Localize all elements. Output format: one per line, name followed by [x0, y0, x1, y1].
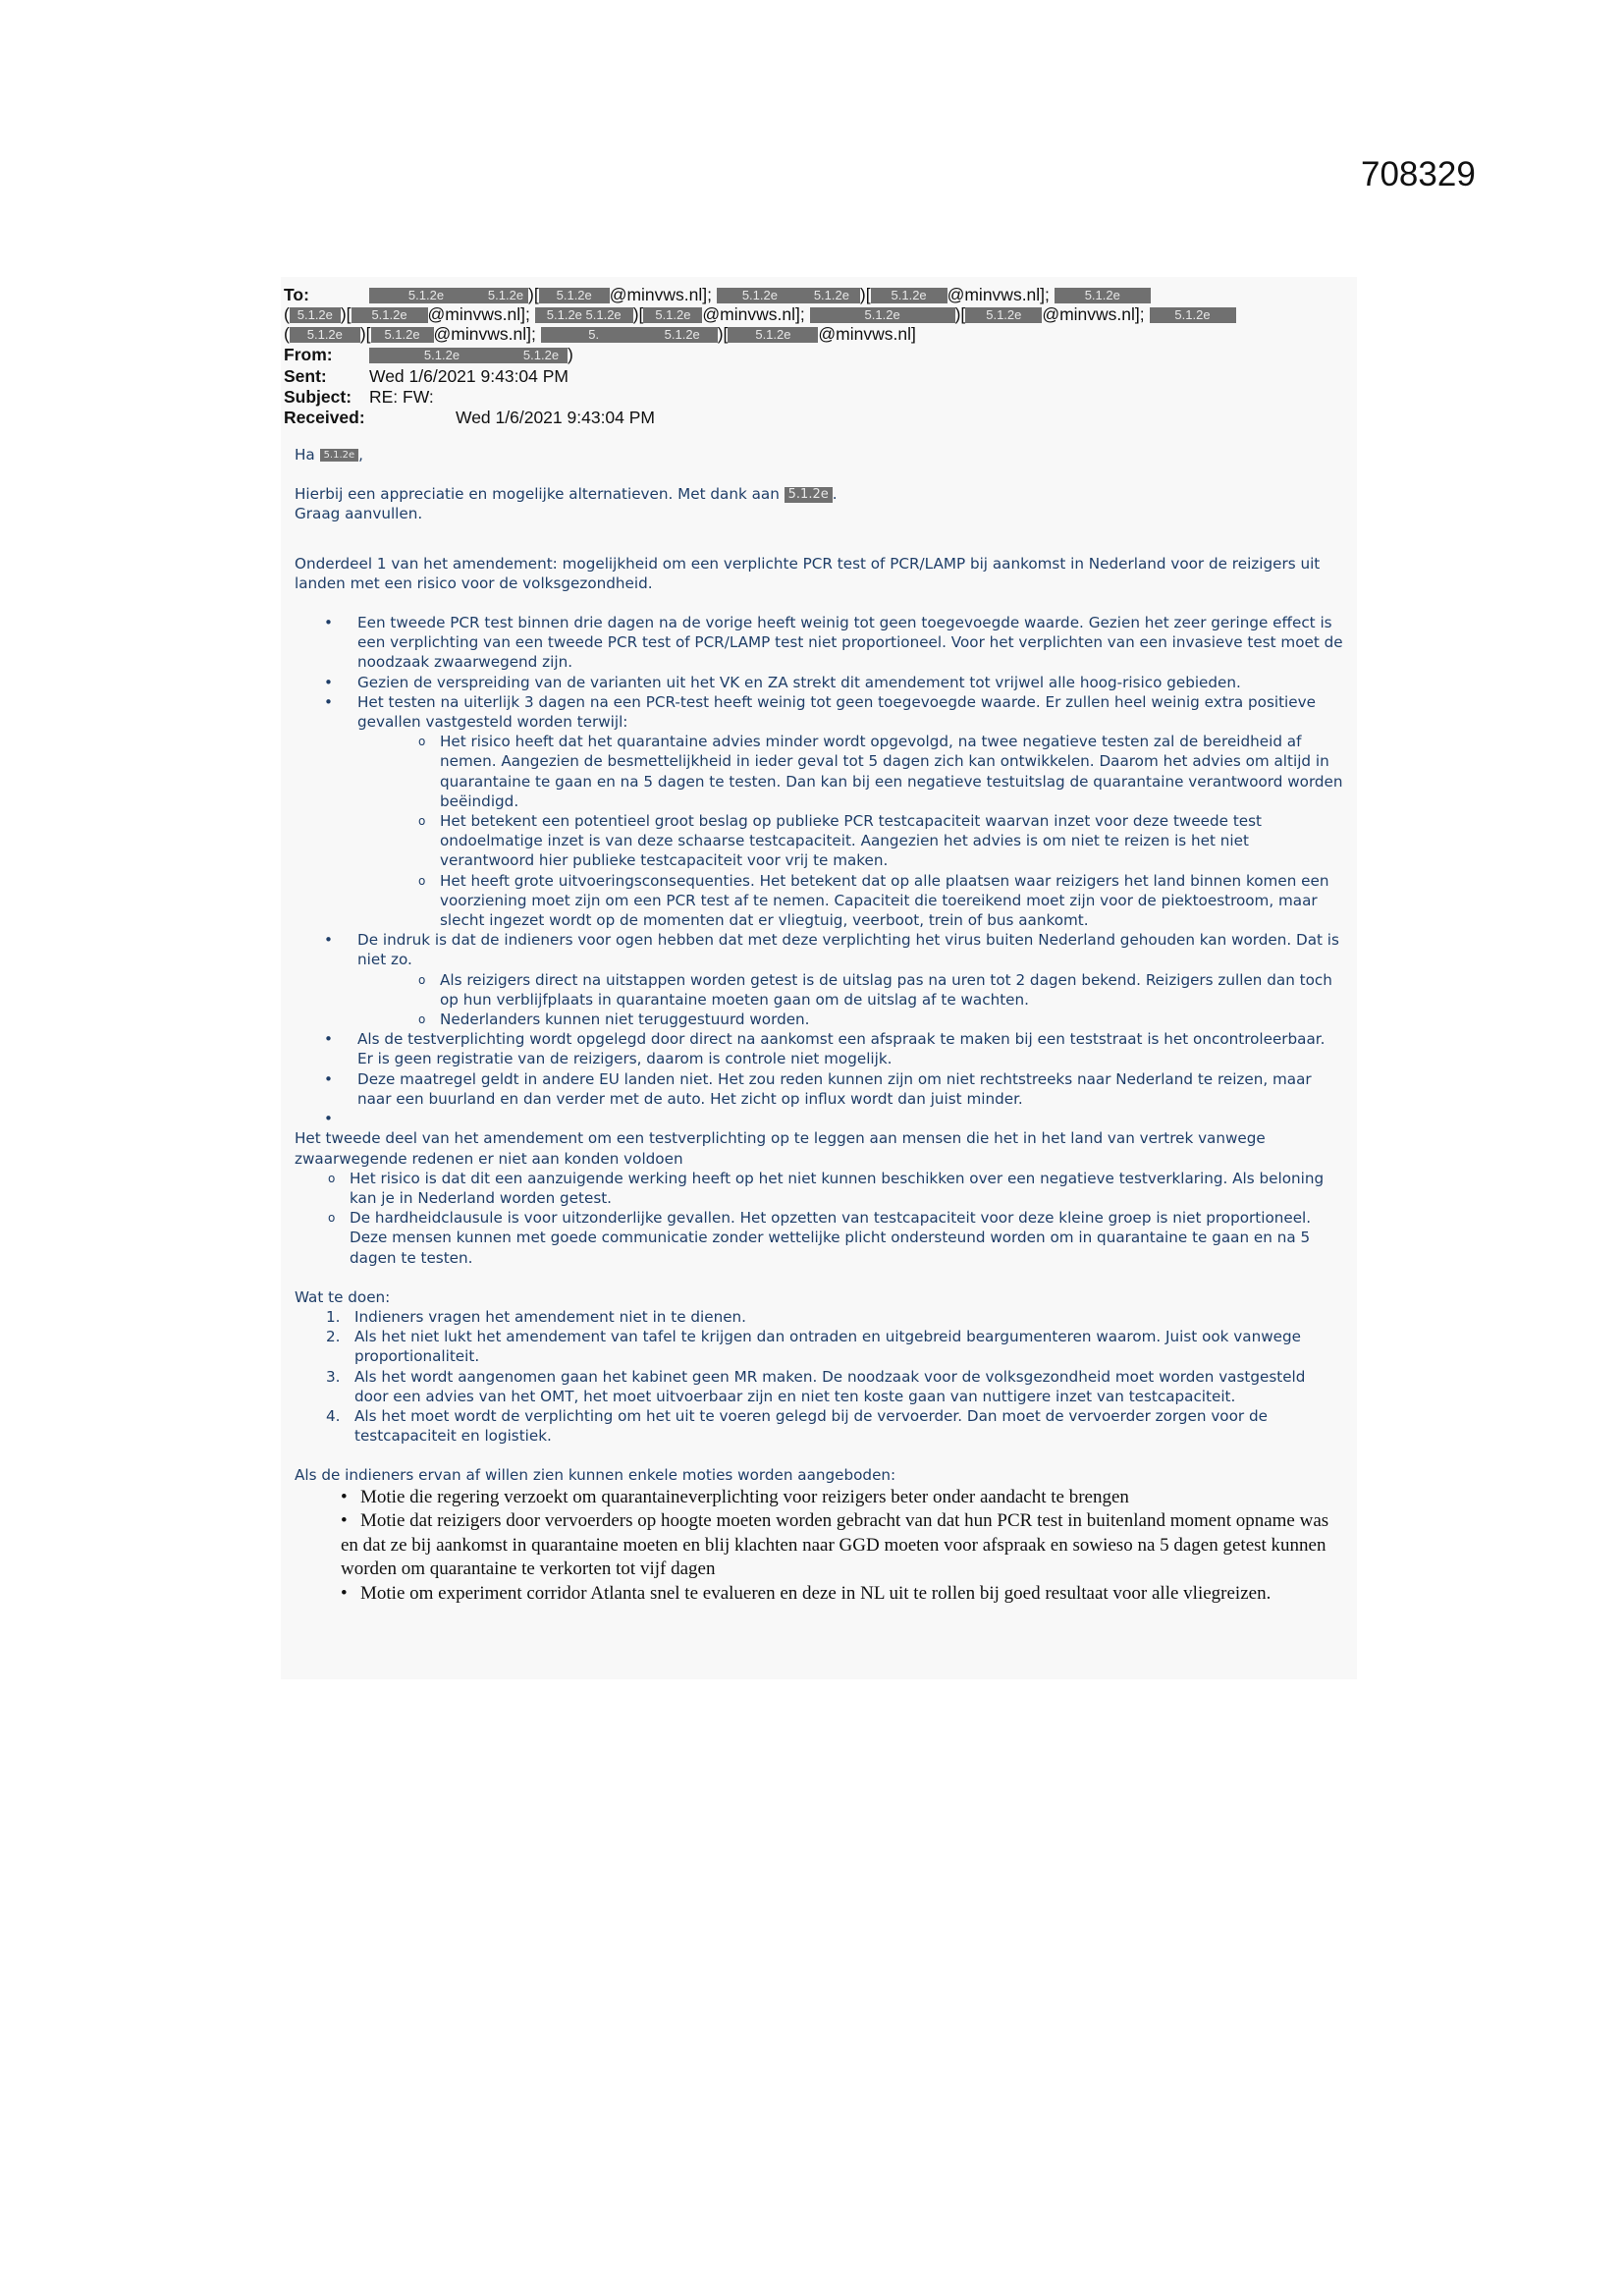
- redaction: 5.1.2e: [785, 487, 833, 503]
- header-text: ): [568, 345, 573, 364]
- list-item: o Het risico heeft dat het quarantaine advies minder wordt opgevolgd, na twee negatieve testen zal de bereidheid af nemen. Aangezien de besmettelijkheid in ieder geval tot 5 dagen zich kan ontwikkelen. Daarom het advies om altijd in quarantaine te gaan en na 5 dagen te testen. Dan kan bij een negatieve testuitslag de quarantaine verantwoord worden beëindigd.: [418, 732, 1343, 811]
- list-item: [324, 1327, 1343, 1366]
- list-item: • Motie die regering verzoekt om quarantaineverplichting voor reizigers beter onder aandacht te brengen: [341, 1486, 1129, 1507]
- header-text: )[: [340, 304, 352, 324]
- list-item: [324, 1029, 1343, 1068]
- motions-heading: Als de indieners ervan af willen zien kunnen enkele moties worden aangeboden:: [295, 1466, 896, 1485]
- sent-label: Sent:: [284, 366, 327, 386]
- motion-text: Motie om experiment corridor Atlanta snel te evalueren en deze in NL uit te rollen bij goed resultaat voor alle vliegreizen.: [360, 1582, 1272, 1604]
- list-item: o Nederlanders kunnen niet teruggestuurd worden.: [418, 1010, 1343, 1029]
- email-domain: @minvws.nl];: [427, 304, 530, 324]
- bullet-text: Een tweede PCR test binnen drie dagen na de vorige heeft weinig tot geen toegevoegde waarde. Gezien het zeer geringe effect is een verplichting van een tweede PCR test of PCR/LAMP test niet proportioneel. Voor het verplichten van een invasieve test moet de noodzaak zwaarwegend zijn.: [357, 614, 1343, 672]
- bullet-text: Het testen na uiterlijk 3 dagen na een PCR-test heeft weinig tot geen toegevoegde waarde. Er zullen heel weinig extra positieve gevallen vastgesteld worden terwijl:: [357, 692, 1316, 732]
- motion-text: Motie dat reizigers door vervoerders op hoogte moeten worden gebracht van dat hun PCR test in buitenland moment opname was en dat ze bij aankomst in quarantaine moeten en blij klachten naar GGD moeten voor afspraak en sowieso na 5 dagen getest kunnen worden om quarantaine te verkorten tot vijf dagen: [341, 1510, 1329, 1580]
- header-text: )[: [717, 324, 729, 344]
- item-text: Indieners vragen het amendement niet in te dienen.: [354, 1307, 746, 1326]
- intro-period: .: [832, 485, 838, 504]
- part2-bullet-list: [295, 1169, 1343, 1268]
- sent-value: Wed 1/6/2021 9:43:04 PM: [369, 366, 569, 386]
- redaction: 5.1.2e: [539, 288, 610, 303]
- document-number: 708329: [1361, 155, 1476, 193]
- item-text: Als het moet wordt de verplichting om het uit te voeren gelegd bij de vervoerder. Dan moet de vervoerder zorgen voor de testcapaciteit en logistiek.: [354, 1406, 1268, 1446]
- redaction: 5.1.2e: [1150, 307, 1236, 323]
- subject-line: [284, 387, 434, 408]
- item-number: 4.: [326, 1406, 341, 1425]
- empty-list-item: [324, 1109, 1343, 1128]
- redaction: 5.1.2e: [483, 288, 528, 303]
- redaction: 5.1.2e: [965, 307, 1042, 323]
- greeting: [295, 445, 1343, 465]
- list-item: [324, 930, 1343, 1029]
- redaction: 5.1.2e: [647, 327, 718, 343]
- redaction: 5.: [541, 327, 647, 343]
- bullet-text: Gezien de verspreiding van de varianten uit het VK en ZA strekt dit amendement tot vrijwel alle hoog-risico gebieden.: [357, 673, 1241, 691]
- list-item: [324, 1069, 1343, 1109]
- intro-text: Hierbij een appreciatie en mogelijke alternatieven. Met dank aan: [295, 485, 780, 504]
- redaction: 5.1.2e: [290, 307, 341, 323]
- to-line-2: [284, 304, 1236, 325]
- list-item: o Het betekent een potentieel groot beslag op publieke PCR testcapaciteit waarvan inzet voor deze tweede test ondoelmatige inzet is van deze schaarse testcapaciteit. Aangezien het advies is om niet te reizen is het niet verantwoord hier publieke testcapaciteit voor vrij te maken.: [418, 811, 1343, 871]
- intro-line-2: Graag aanvullen.: [295, 505, 423, 523]
- redaction: 5.1.2e: [352, 307, 428, 323]
- redaction: 5.1.2e: [871, 288, 947, 303]
- header-text: )[: [954, 304, 966, 324]
- greeting-comma: ,: [358, 446, 363, 464]
- motion-text: Motie die regering verzoekt om quarantaineverplichting voor reizigers beter onder aandacht te brengen: [360, 1486, 1129, 1507]
- redaction: 5.1.2e: [290, 327, 360, 343]
- list-item: • Motie om experiment corridor Atlanta snel te evalueren en deze in NL uit te rollen bij goed resultaat voor alle vliegreizen.: [341, 1582, 1272, 1604]
- bullet-text: Als de testverplichting wordt opgelegd door direct na aankomst een afspraak te maken bij een teststraat is het oncontroleerbaar. Er is geen registratie van de reizigers, daarom is controle niet mogelijk.: [357, 1030, 1326, 1068]
- redaction: 5.1.2e: [514, 348, 568, 363]
- redaction: 5.1.2e: [369, 288, 483, 303]
- part1-heading: Onderdeel 1 van het amendement: mogelijkheid om een verplichte PCR test of PCR/LAMP bij aankomst in Nederland voor de reizigers uit landen met een risico voor de volksgezondheid.: [295, 554, 1321, 592]
- redaction: 5.1.2e: [803, 288, 860, 303]
- header-text: (: [284, 304, 290, 324]
- from-label: From:: [284, 345, 333, 364]
- bullet-text: Deze maatregel geldt in andere EU landen niet. Het zou reden kunnen zijn om niet rechtstreeks naar Nederland te reizen, maar naar een buurland en dan verder met de auto. Het zicht op influx wordt dan juist minder.: [357, 1069, 1312, 1108]
- email-domain: @minvws.nl];: [433, 324, 536, 344]
- intro-line-1: [295, 484, 1343, 504]
- list-item: o Het risico is dat dit een aanzuigende werking heeft op het niet kunnen beschikken over een negatieve testverklaring. Als beloning kan je in Nederland worden getest.: [328, 1169, 1343, 1208]
- subject-value: RE: FW:: [369, 387, 434, 407]
- list-item: • Motie dat reizigers door vervoerders op hoogte moeten worden gebracht van dat hun PCR test in buitenland moment opname was en dat ze bij aankomst in quarantaine moeten en blij klachten naar GGD moeten voor afspraak en sowieso na 5 dagen getest kunnen worden om quarantaine te verkorten tot vijf dagen: [341, 1510, 1329, 1580]
- list-item: [324, 1367, 1343, 1406]
- redaction: 5.1.2e 5.1.2e: [535, 307, 633, 323]
- redaction: 5.1.2e: [810, 307, 955, 323]
- email-domain: @minvws.nl];: [947, 285, 1050, 304]
- greeting-text: Ha: [295, 446, 315, 464]
- bullet-text: De indruk is dat de indieners voor ogen hebben dat met deze verplichting het virus buiten Nederland gehouden kan worden. Dat is niet zo.: [357, 931, 1339, 969]
- header-text: )[: [632, 304, 644, 324]
- from-line: [284, 345, 573, 365]
- part2-heading: Het tweede deel van het amendement om een testverplichting op te leggen aan mensen die het in het land van vertrek vanwege zwaarwegende redenen er niet aan konden voldoen: [295, 1129, 1266, 1168]
- item-number: 3.: [326, 1367, 341, 1386]
- part1-bullet-list: [295, 613, 1343, 1128]
- list-item: [324, 613, 1343, 673]
- item-number: 2.: [326, 1328, 341, 1346]
- redaction: 5.1.2e: [728, 327, 818, 343]
- header-text: )[: [359, 324, 371, 344]
- to-line-1: [284, 285, 1151, 305]
- redaction: 5.1.2e: [369, 348, 514, 363]
- redaction: 5.1.2e: [1055, 288, 1151, 303]
- header-text: (: [284, 324, 290, 344]
- list-item: o Als reizigers direct na uitstappen worden getest is de uitslag pas na uren tot 2 dagen bekend. Reizigers zullen dan toch op hun verblijfplaats in quarantaine moeten gaan om de uitslag af te wachten.: [418, 970, 1343, 1010]
- email-domain: @minvws.nl];: [702, 304, 805, 324]
- sent-line: [284, 366, 568, 387]
- header-text: )[: [528, 285, 539, 304]
- item-text: Als het wordt aangenomen gaan het kabinet geen MR maken. De noodzaak voor de volksgezondheid moet worden vastgesteld door een advies van het OMT, het moet uitvoerbaar zijn en niet ten koste gaan van nuttigere inzet van testcapaciteit.: [354, 1367, 1306, 1405]
- todo-heading: Wat te doen:: [295, 1287, 391, 1306]
- to-line-3: [284, 324, 916, 345]
- sub-bullet-list: [357, 970, 1343, 1030]
- todo-list: [295, 1307, 1343, 1446]
- motions-list: [295, 1486, 1343, 1607]
- redaction: 5.1.2e: [320, 449, 359, 462]
- received-line: [284, 408, 655, 428]
- received-value: Wed 1/6/2021 9:43:04 PM: [456, 408, 656, 427]
- redaction: 5.1.2e: [371, 327, 434, 343]
- header-text: )[: [859, 285, 871, 304]
- item-number: 1.: [326, 1307, 341, 1326]
- list-item: o De hardheidclausule is voor uitzonderlijke gevallen. Het opzetten van testcapaciteit voor deze kleine groep is niet proportioneel. Deze mensen kunnen met goede communicatie zonder wettelijke plicht ondersteund worden om in quarantaine te gaan en na 5 dagen te testen.: [328, 1208, 1343, 1268]
- redaction: 5.1.2e: [643, 307, 702, 323]
- redaction: 5.1.2e: [717, 288, 803, 303]
- item-text: Als het niet lukt het amendement van tafel te krijgen dan ontraden en uitgebreid beargumenteren waarom. Juist ook vanwege proportionaliteit.: [354, 1328, 1301, 1366]
- email-domain: @minvws.nl];: [609, 285, 713, 304]
- received-label: Received:: [284, 408, 365, 427]
- email-body: [295, 445, 1343, 1606]
- email-domain: @minvws.nl]: [818, 324, 916, 344]
- sub-bullet-list: [357, 732, 1343, 930]
- list-item: [324, 673, 1343, 692]
- to-label: To:: [284, 285, 309, 304]
- list-item: [324, 1406, 1343, 1446]
- list-item: [324, 692, 1343, 930]
- subject-label: Subject:: [284, 387, 352, 407]
- list-item: o Het heeft grote uitvoeringsconsequenties. Het betekent dat op alle plaatsen waar reizigers het land binnen komen een voorziening moet zijn om een PCR test af te nemen. Capaciteit die toereikend moet zijn voor de piektoestroom, maar slecht ingezet wordt op de momenten dat er vliegtuig, veerboot, trein of bus aankomt.: [418, 871, 1343, 931]
- email-domain: @minvws.nl];: [1042, 304, 1145, 324]
- list-item: [324, 1307, 1343, 1327]
